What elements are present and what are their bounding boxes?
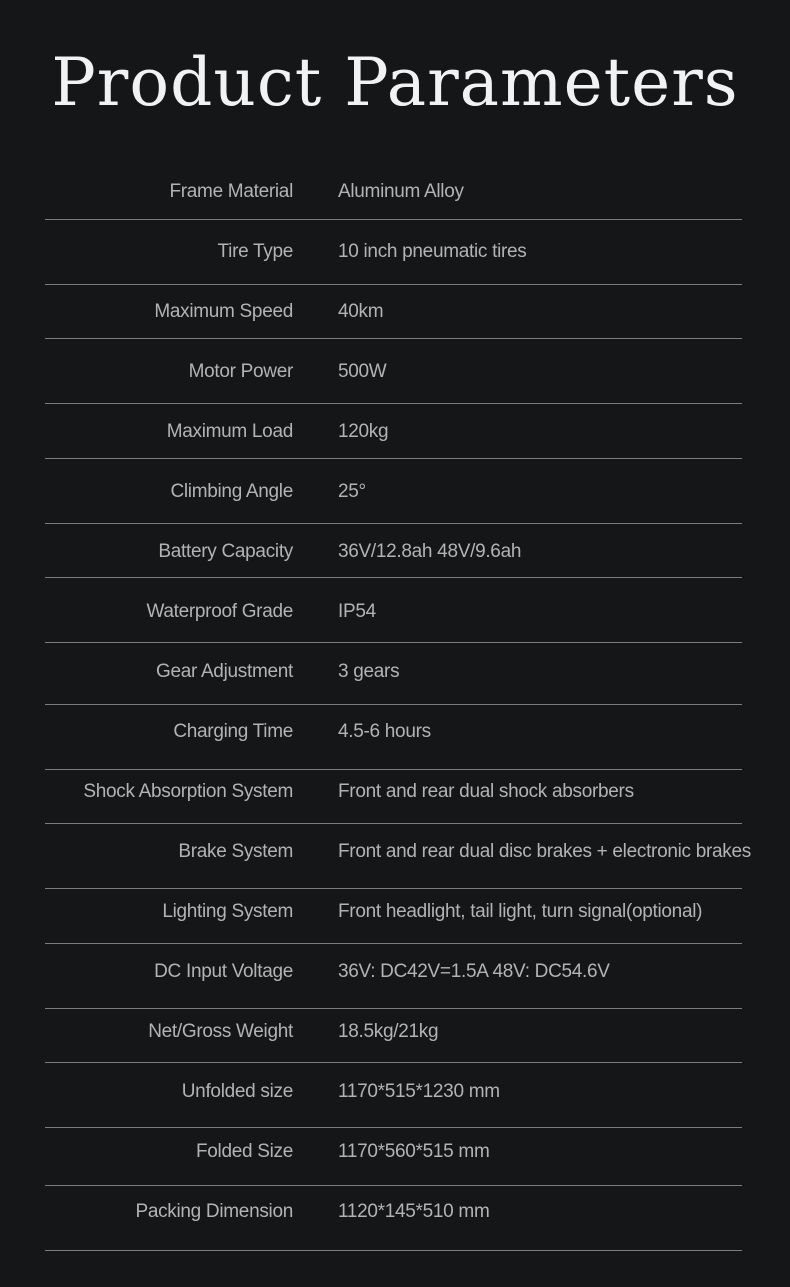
- page-title: Product Parameters: [51, 44, 739, 121]
- spec-row-frame-material: [0, 180, 790, 240]
- spec-row-tire-type: [0, 240, 790, 300]
- row-divider: [45, 403, 742, 404]
- spec-row-gear-adjustment: [0, 660, 790, 720]
- spec-value: 1170*515*1230 mm: [338, 1081, 500, 1102]
- spec-value: 25°: [338, 481, 366, 502]
- spec-row-waterproof-grade: [0, 600, 790, 660]
- spec-label: Lighting System: [162, 901, 293, 922]
- spec-label: Tire Type: [217, 241, 293, 262]
- spec-label: Maximum Speed: [154, 301, 293, 322]
- spec-label: Waterproof Grade: [146, 601, 293, 622]
- row-divider: [45, 458, 742, 459]
- row-divider: [45, 888, 742, 889]
- spec-value: 4.5-6 hours: [338, 721, 431, 742]
- row-divider: [45, 704, 742, 705]
- spec-row-battery-capacity: [0, 540, 790, 600]
- spec-label: Unfolded size: [181, 1081, 293, 1102]
- spec-value: 500W: [338, 361, 387, 382]
- row-divider: [45, 1127, 742, 1128]
- spec-label: Battery Capacity: [158, 541, 293, 562]
- spec-label: Maximum Load: [166, 421, 293, 442]
- spec-row-charging-time: [0, 720, 790, 780]
- spec-label: DC Input Voltage: [154, 961, 293, 982]
- row-divider: [45, 769, 742, 770]
- spec-row-dc-input-voltage: [0, 960, 790, 1020]
- spec-label: Net/Gross Weight: [148, 1021, 293, 1042]
- spec-label: Packing Dimension: [135, 1201, 293, 1222]
- spec-label: Frame Material: [169, 181, 293, 202]
- row-divider: [45, 1008, 742, 1009]
- spec-label: Climbing Angle: [170, 481, 293, 502]
- spec-label: Shock Absorption System: [83, 781, 293, 802]
- row-divider: [45, 338, 742, 339]
- spec-row-net-gross-weight: [0, 1020, 790, 1080]
- row-divider: [45, 523, 742, 524]
- spec-row-maximum-load: [0, 420, 790, 480]
- row-divider: [45, 642, 742, 643]
- spec-row-packing-dimension: [0, 1200, 790, 1260]
- spec-value: 10 inch pneumatic tires: [338, 241, 527, 262]
- spec-row-unfolded-size: [0, 1080, 790, 1140]
- spec-label: Motor Power: [188, 361, 293, 382]
- spec-value: 120kg: [338, 421, 389, 442]
- spec-row-climbing-angle: [0, 480, 790, 540]
- spec-row-brake-system: [0, 840, 790, 900]
- spec-row-folded-size: [0, 1140, 790, 1200]
- spec-value: Front and rear dual disc brakes + electronic brakes: [338, 841, 751, 862]
- row-divider: [45, 943, 742, 944]
- spec-value: IP54: [338, 601, 376, 622]
- spec-value: Front and rear dual shock absorbers: [338, 781, 634, 802]
- row-divider: [45, 284, 742, 285]
- row-divider: [45, 577, 742, 578]
- spec-value: 36V: DC42V=1.5A 48V: DC54.6V: [338, 961, 610, 982]
- spec-row-maximum-speed: [0, 300, 790, 360]
- spec-value: 36V/12.8ah 48V/9.6ah: [338, 541, 522, 562]
- spec-value: 1170*560*515 mm: [338, 1141, 490, 1162]
- spec-value: 18.5kg/21kg: [338, 1021, 439, 1042]
- spec-value: Front headlight, tail light, turn signal(optional): [338, 901, 703, 922]
- row-divider: [45, 1250, 742, 1251]
- row-divider: [45, 823, 742, 824]
- row-divider: [45, 1185, 742, 1186]
- spec-label: Charging Time: [173, 721, 293, 742]
- spec-row-shock-absorption: [0, 780, 790, 840]
- spec-value: Aluminum Alloy: [338, 181, 464, 202]
- spec-value: 40km: [338, 301, 384, 322]
- spec-value: 1120*145*510 mm: [338, 1201, 490, 1222]
- spec-row-lighting-system: [0, 900, 790, 960]
- spec-row-motor-power: [0, 360, 790, 420]
- spec-label: Brake System: [178, 841, 293, 862]
- spec-label: Folded Size: [195, 1141, 293, 1162]
- row-divider: [45, 1062, 742, 1063]
- spec-value: 3 gears: [338, 661, 400, 682]
- spec-label: Gear Adjustment: [155, 661, 293, 682]
- row-divider: [45, 219, 742, 220]
